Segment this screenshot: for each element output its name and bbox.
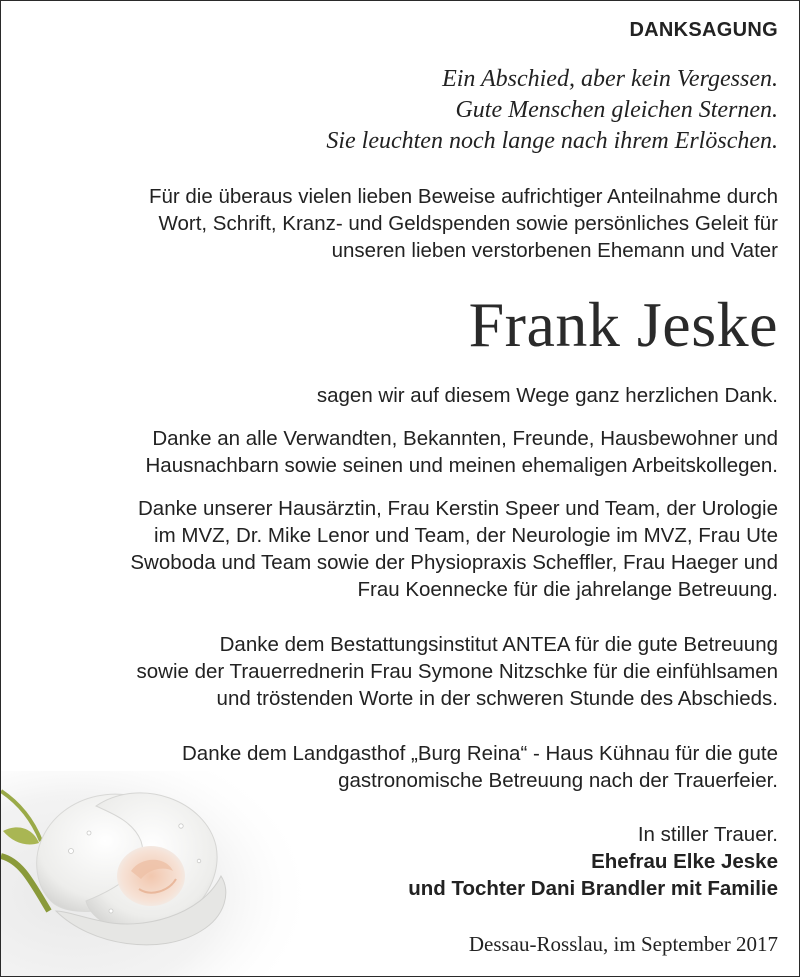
- poem-line: Sie leuchten noch lange nach ihrem Erlöschen.: [326, 128, 778, 154]
- poem-line: Ein Abschied, aber kein Vergessen.: [442, 66, 778, 92]
- paragraph-relatives: [146, 425, 779, 479]
- thanks-text: sagen wir auf diesem Wege ganz herzlichen Dank.: [316, 384, 778, 407]
- poem: [326, 64, 778, 157]
- paragraph-line: und tröstenden Worte in der schweren Stunde des Abschieds.: [216, 687, 778, 710]
- paragraph-line: sowie der Trauerrednerin Frau Symone Nitzschke für die einfühlsamen: [136, 660, 778, 683]
- poem-line: Gute Menschen gleichen Sternen.: [455, 97, 778, 123]
- thanks-line: [317, 382, 778, 409]
- place-date-text: Dessau-Rosslau, im September 2017: [468, 932, 778, 956]
- paragraph-guesthouse: [182, 740, 778, 794]
- paragraph-funeral: [137, 631, 779, 712]
- paragraph-line: gastronomische Betreuung nach der Trauerfeier.: [338, 769, 778, 792]
- paragraph-line: Danke dem Landgasthof „Burg Reina“ - Haus Kühnau für die gute: [181, 742, 778, 765]
- paragraph-line: Hausnachbarn sowie seinen und meinen ehemaligen Arbeitskollegen.: [145, 454, 778, 477]
- paragraph-line: Danke an alle Verwandten, Bekannten, Freunde, Hausbewohner und: [152, 427, 778, 450]
- paragraph-line: im MVZ, Dr. Mike Lenor und Team, der Neurologie im MVZ, Frau Ute: [154, 524, 778, 547]
- paragraph-line: Frau Koennecke für die jahrelange Betreuung.: [357, 578, 778, 601]
- intro-line: Für die überaus vielen lieben Beweise aufrichtiger Anteilnahme durch: [148, 185, 778, 208]
- intro-paragraph: [149, 183, 778, 264]
- white-rose-image: [1, 771, 301, 976]
- notice-heading: DANKSAGUNG: [629, 19, 778, 41]
- intro-line: Wort, Schrift, Kranz- und Geldspenden sowie persönliches Geleit für: [158, 212, 778, 235]
- paragraph-medical: [130, 495, 778, 603]
- paragraph-line: Swoboda und Team sowie der Physiopraxis Scheffler, Frau Haeger und: [130, 551, 778, 574]
- paragraph-line: Danke dem Bestattungsinstitut ANTEA für die gute Betreuung: [219, 633, 778, 656]
- daughter-line: und Tochter Dani Brandler mit Familie: [408, 877, 778, 900]
- mourning-line: In stiller Trauer.: [637, 823, 778, 846]
- signature-block: [408, 821, 778, 902]
- deceased-name: Frank Jeske: [468, 289, 778, 360]
- wife-name: Ehefrau Elke Jeske: [591, 850, 778, 873]
- paragraph-line: Danke unserer Hausärztin, Frau Kerstin Speer und Team, der Urologie: [138, 497, 778, 520]
- intro-line: unseren lieben verstorbenen Ehemann und Vater: [331, 239, 778, 262]
- place-date: [469, 931, 778, 958]
